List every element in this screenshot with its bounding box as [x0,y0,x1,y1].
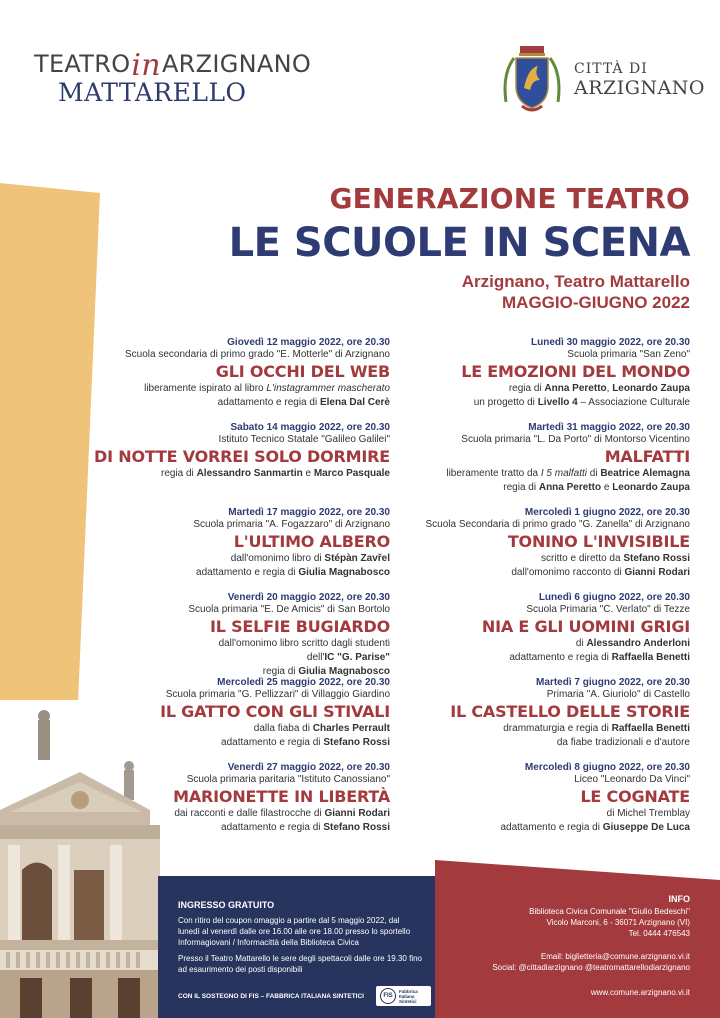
event-school: Scuola Secondaria di primo grado "G. Zanella" di Arzignano [425,519,690,530]
event-credit: dall'omonimo racconto di Gianni Rodari [511,567,690,578]
sponsor-block [178,986,431,1006]
event-di-notte-vorrei-solo-dormire [90,422,390,507]
event-le-emozioni-del-mondo [390,337,690,422]
event-school: Scuola primaria "San Zeno" [567,349,690,360]
event-date: Lunedì 6 giugno 2022, ore 20.30 [538,592,690,603]
event-date: Lunedì 30 maggio 2022, ore 20.30 [531,337,690,348]
event-date: Mercoledì 25 maggio 2022, ore 20.30 [217,677,390,688]
event-date: Mercoledì 1 giugno 2022, ore 20.30 [524,507,690,518]
fis-logo [376,986,431,1006]
events-right-column [390,337,690,847]
title-le-scuole-in-scena: LE SCUOLE IN SCENA [228,220,690,266]
event-title: MARIONETTE IN LIBERTÀ [173,787,390,806]
event-date: Giovedì 12 maggio 2022, ore 20.30 [227,337,390,348]
event-title: LE COGNATE [580,787,690,806]
website-link[interactable]: www.comune.arzignano.vi.it [590,988,690,997]
event-school: Scuola primaria paritaria "Istituto Canossiano" [186,774,390,785]
event-date: Martedì 17 maggio 2022, ore 20.30 [228,507,390,518]
event-title: IL CASTELLO DELLE STORIE [450,702,690,721]
event-credit: adattamento e regia di Raffaella Benetti [509,652,690,663]
fis-logo-icon: FIS [380,988,396,1004]
event-school: Scuola Primaria "C. Verlato" di Tezze [526,604,690,615]
event-credit: adattamento e regia di Stefano Rossi [221,822,390,833]
events-left-column [90,337,390,847]
event-date: Martedì 7 giugno 2022, ore 20.30 [536,677,690,688]
event-credit: adattamento e regia di Stefano Rossi [221,737,390,748]
event-il-gatto-con-gli-stivali [90,677,390,762]
info-line-street: Vicolo Marconi, 6 - 36071 Arzignano (VI) [546,918,690,927]
event-date: Venerdì 20 maggio 2022, ore 20.30 [227,592,390,603]
info-social[interactable]: Social: @cittadiarzignano @teatromattarellodiarzignano [492,963,690,972]
event-date: Martedì 31 maggio 2022, ore 20.30 [528,422,690,433]
event-credit: regia di Giulia Magnabosco [262,666,390,677]
event-nia-e-gli-uomini-grigi [390,592,690,677]
event-title: IL SELFIE BUGIARDO [209,617,390,636]
info-block [440,894,690,998]
info-contacts [440,951,690,973]
event-school: Primaria "A. Giuriolo" di Castello [546,689,690,700]
event-credit: drammaturgia e regia di Raffaella Benetti [503,723,690,734]
event-school: Scuola primaria "L. Da Porto" di Montorso Vicentino [461,434,690,445]
info-email[interactable]: Email: biglietteria@comune.arzignano.vi.it [540,952,690,961]
event-credit: regia di Anna Peretto, Leonardo Zaupa [508,383,690,394]
event-il-castello-delle-storie [390,677,690,762]
info-address [440,906,690,939]
ingresso-heading: INGRESSO GRATUITO [178,900,275,910]
ingresso-text-2: Presso il Teatro Mattarello le sere degli spettacoli dalle ore 19.30 fino ad esaurimento dei posti disponibili [178,954,422,974]
event-credit: un progetto di Livello 4 – Associazione Culturale [473,397,690,408]
event-credit: regia di Alessandro Sanmartin e Marco Pasquale [160,468,390,479]
info-line-phone: Tel. 0444 476543 [628,929,690,938]
city-logo [500,44,705,116]
event-credit: adattamento e regia di Giuseppe De Luca [500,822,690,833]
event-date: Venerdì 27 maggio 2022, ore 20.30 [227,762,390,773]
logo-text-arzignano: ARZIGNANO [161,50,312,78]
sponsor-text: CON IL SOSTEGNO DI FIS – FABBRICA ITALIANA SINTETICI [178,992,364,1000]
event-tonino-l-invisibile [390,507,690,592]
event-title: DI NOTTE VORREI SOLO DORMIRE [94,447,390,466]
ingresso-text-1: Con ritiro del coupon omaggio a partire dal 5 maggio 2022, dal lunedì al venerdì dalle ore 16.00 alle ore 18.00 presso lo sportello Informagiovani / Informacittà della Biblioteca Civica [178,916,411,947]
event-title: MALFATTI [604,447,690,466]
event-credit: dell'IC "G. Parise" [306,652,390,663]
event-school: Scuola primaria "E. De Amicis" di San Bortolo [188,604,390,615]
event-credit: dall'omonimo libro scritto dagli studenti [218,638,390,649]
event-credit: dai racconti e dalle filastrocche di Gianni Rodari [174,808,390,819]
event-credit: da fiabe tradizionali e d'autore [556,737,690,748]
event-title: IL GATTO CON GLI STIVALI [160,702,390,721]
logo-text-teatro: TEATRO [34,50,131,78]
event-gli-occhi-del-web [90,337,390,422]
event-il-selfie-bugiardo [90,592,390,677]
event-credit: di Alessandro Anderloni [575,638,690,649]
event-credit: adattamento e regia di Elena Dal Cerè [217,397,390,408]
event-credit: liberamente ispirato al libro L'instagrammer mascherato [144,383,390,394]
event-date: Mercoledì 8 giugno 2022, ore 20.30 [524,762,690,773]
event-credit: dall'omonimo libro di Stépàn Zavřel [230,553,390,564]
event-credit: liberamente tratto da I 5 malfatti di Beatrice Alemagna [446,468,690,479]
event-le-cognate [390,762,690,847]
event-school: Scuola primaria "A. Fogazzaro" di Arzignano [193,519,390,530]
event-l-ultimo-albero [90,507,390,592]
title-generazione-teatro: GENERAZIONE TEATRO [329,182,690,215]
event-date: Sabato 14 maggio 2022, ore 20.30 [230,422,390,433]
period-text: MAGGIO-GIUGNO 2022 [502,293,690,312]
info-heading: INFO [668,894,690,904]
event-marionette-in-liberta [90,762,390,847]
event-credit: dalla fiaba di Charles Perrault [253,723,390,734]
venue-text: Arzignano, Teatro Mattarello [461,272,690,291]
event-credit: di Michel Tremblay [606,808,690,819]
event-school: Istituto Tecnico Statale "Galileo Galilei" [218,434,390,445]
event-school: Scuola secondaria di primo grado "E. Motterle" di Arzignano [124,349,390,360]
logo-text-in: in [131,48,161,83]
event-credit: regia di Anna Peretto e Leonardo Zaupa [503,482,690,493]
event-title: TONINO L'INVISIBILE [507,532,690,551]
teatro-logo [34,48,312,107]
event-credit: scritto e diretto da Stefano Rossi [541,553,690,564]
yellow-stripe-shape [0,183,100,703]
event-title: GLI OCCHI DEL WEB [215,362,390,381]
city-logo-line1: CITTÀ DI [574,61,648,77]
info-line-library: Biblioteca Civica Comunale "Giulio Bedeschi" [529,907,690,916]
fis-logo-text: Fabbrica Italiana Sintetici [398,988,418,1004]
event-title: NIA E GLI UOMINI GRIGI [481,617,690,636]
city-crest-icon [500,44,564,116]
event-school: Scuola primaria "G. Pellizzari" di Villaggio Giardino [165,689,390,700]
event-title: LE EMOZIONI DEL MONDO [461,362,690,381]
event-malfatti [390,422,690,507]
logo-text-mattarello: MATTARELLO [58,78,247,107]
event-school: Liceo "Leonardo Da Vinci" [574,774,690,785]
city-logo-line2: ARZIGNANO [574,77,705,99]
event-credit: adattamento e regia di Giulia Magnabosco [196,567,390,578]
ingresso-gratuito-block [178,900,423,980]
event-title: L'ULTIMO ALBERO [233,532,390,551]
